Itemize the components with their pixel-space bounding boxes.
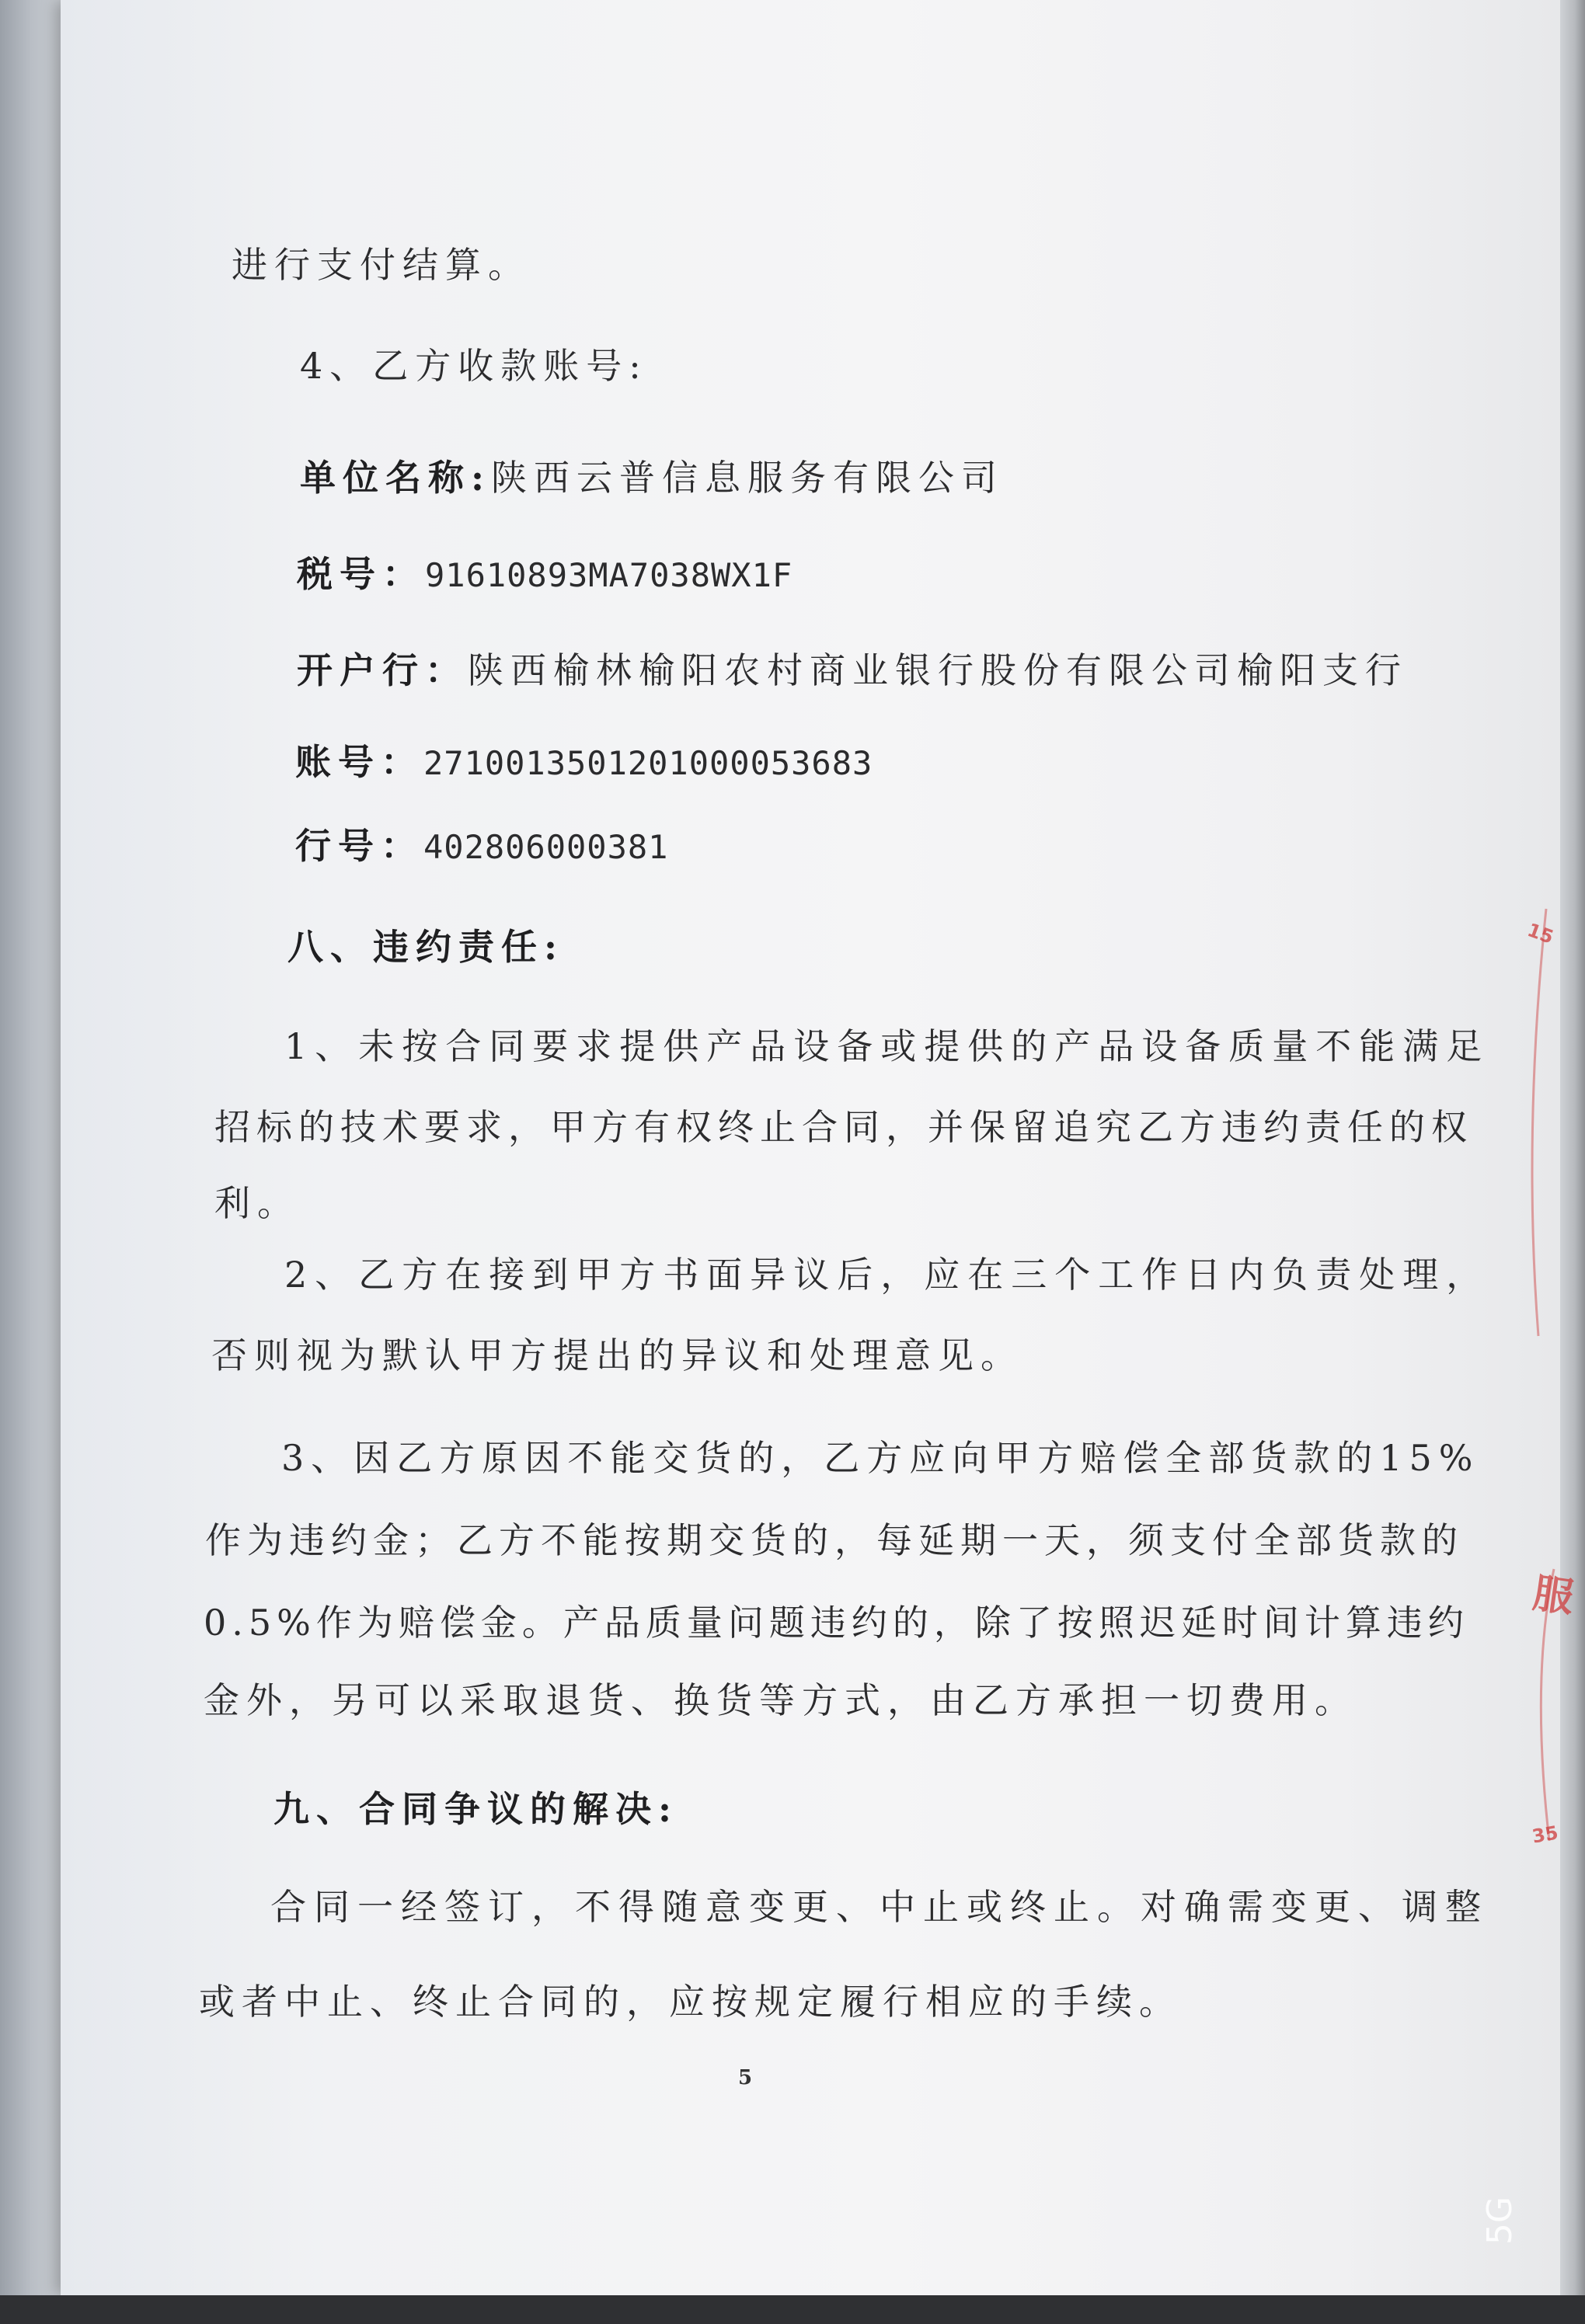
account-bank-value: 陕西榆林榆阳农村商业银行股份有限公司榆阳支行 <box>468 649 1408 691</box>
seal-fragment: 15 <box>1524 919 1557 948</box>
page-stack-edge <box>1560 0 1585 2324</box>
text-line: 进行支付结算。 <box>232 244 531 286</box>
account-unit-value: 陕西云普信息服务有限公司 <box>490 457 1004 499</box>
text-line: 利。 <box>214 1182 300 1224</box>
seal-fragment: 35 <box>1530 1821 1560 1848</box>
seal-arc <box>1515 901 1560 1849</box>
account-unit-label: 单位名称: <box>300 457 491 499</box>
text-line: 否则视为默认甲方提出的异议和处理意见。 <box>211 1334 1023 1376</box>
text-line: 4、乙方收款账号: <box>300 345 648 387</box>
text-line: 或者中止、终止合同的，应按规定履行相应的手续。 <box>199 1981 1182 2023</box>
account-tax-label: 税号： <box>297 553 425 595</box>
text-line: 3、因乙方原因不能交货的，乙方应向甲方赔偿全部货款的15% <box>281 1437 1480 1479</box>
text-line: 作为违约金；乙方不能按期交货的，每延期一天，须支付全部货款的 <box>205 1519 1464 1561</box>
account-bank-label: 开户行： <box>297 649 468 691</box>
account-code-row <box>295 825 669 867</box>
account-number-label: 账号： <box>295 741 423 783</box>
account-tax-value: 91610893MA7038WX1F <box>425 556 793 594</box>
corner-watermark: 5G <box>1480 2196 1520 2245</box>
text-line: 金外，另可以采取退货、换货等方式，由乙方承担一切费用。 <box>204 1679 1357 1721</box>
account-bank-row <box>297 649 1408 691</box>
account-number-value: 2710013501201000053683 <box>423 744 873 782</box>
desk-surface <box>0 2295 1585 2324</box>
text-line: 招标的技术要求，甲方有权终止合同，并保留追究乙方违约责任的权 <box>214 1106 1473 1148</box>
account-unit-row <box>300 457 1004 499</box>
account-number-row <box>295 741 873 783</box>
page-number: 5 <box>738 2066 753 2089</box>
section-9-heading: 九、合同争议的解决: <box>273 1788 678 1830</box>
account-tax-row <box>297 553 793 595</box>
section-8-heading: 八、违约责任: <box>287 926 564 968</box>
account-code-label: 行号： <box>295 825 423 867</box>
text-line: 合同一经签订，不得随意变更、中止或终止。对确需变更、调整 <box>270 1886 1489 1928</box>
account-code-value: 402806000381 <box>423 828 669 866</box>
text-line: 0.5%作为赔偿金。产品质量问题违约的，除了按照迟延时间计算违约 <box>204 1602 1469 1644</box>
text-line: 1、未按合同要求提供产品设备或提供的产品设备质量不能满足 <box>284 1025 1490 1067</box>
seal-fragment: 服 <box>1530 1570 1577 1623</box>
text-line: 2、乙方在接到甲方书面异议后，应在三个工作日内负责处理， <box>284 1254 1490 1296</box>
